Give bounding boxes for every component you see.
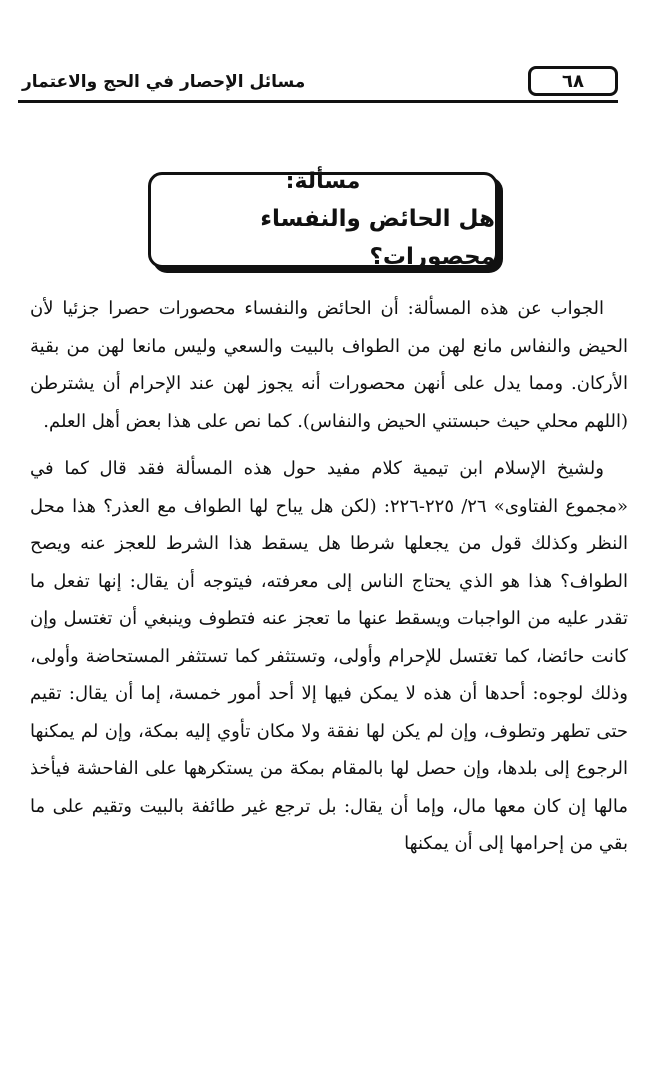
question-heading: هل الحائض والنفساء محصورات؟ <box>260 206 495 270</box>
question-title-box <box>148 169 498 270</box>
question-label: مسألة: <box>285 169 361 194</box>
paragraph-answer: الجواب عن هذه المسألة: أن الحائض والنفساء محصورات حصرا جزئيا لأن الحيض والنفاس مانع لهن من الطواف بالبيت والسعي وليس مانعا لهن من بقية الأركان. ومما يدل على أنهن محصورات أنه يجوز لهن عند الإحرام أن يشترطن (اللهم محلي حيث حبستني الحيض والنفاس). كما نص على هذا بعض أهل العلم. <box>30 298 628 432</box>
header-rule <box>18 100 618 103</box>
page-header <box>18 60 618 102</box>
running-title: مسائل الإحصار في الحج والاعتمار <box>22 72 306 92</box>
body-text <box>30 290 628 863</box>
paragraph-quote: ولشيخ الإسلام ابن تيمية كلام مفيد حول هذه المسألة فقد قال كما في «مجموع الفتاوى» ٢٦/ ٢٢٥-٢٢٦: (لكن هل يباح لها الطواف مع العذر؟ هذا محل النظر وكذلك قول من يجعلها شرطا هل يسقط هذا الشرط للعجز عنه ويصح الطواف؟ هذا هو الذي يحتاج الناس إلى معرفته، فيتوجه أن يقال: إنها تفعل ما تقدر عليه من الواجبات ويسقط عنها ما تعجز عنه فتطوف وينبغي أن تغتسل وإن كانت حائضا، كما تغتسل للإحرام وأولى، وتستثفر كما تستثفر المستحاضة وأولى، وذلك لوجوه: أحدها أن هذه لا يمكن فيها إلا أحد أمور خمسة، إما أن يقال: تقيم حتى تطهر وتطوف، وإن لم يكن لها نفقة ولا مكان تأوي إليه بمكة، وإن لم يمكنها الرجوع إلى بلدها، وإن حصل لها بالمقام بمكة من يستكرهها على الفاحشة فيأخذ مالها إن كان معها مال، وإما أن يقال: بل ترجع غير طائفة بالبيت وتقيم على ما بقي من إحرامها إلى أن يمكنها <box>30 458 628 854</box>
page-number: ٦٨ <box>528 66 618 96</box>
